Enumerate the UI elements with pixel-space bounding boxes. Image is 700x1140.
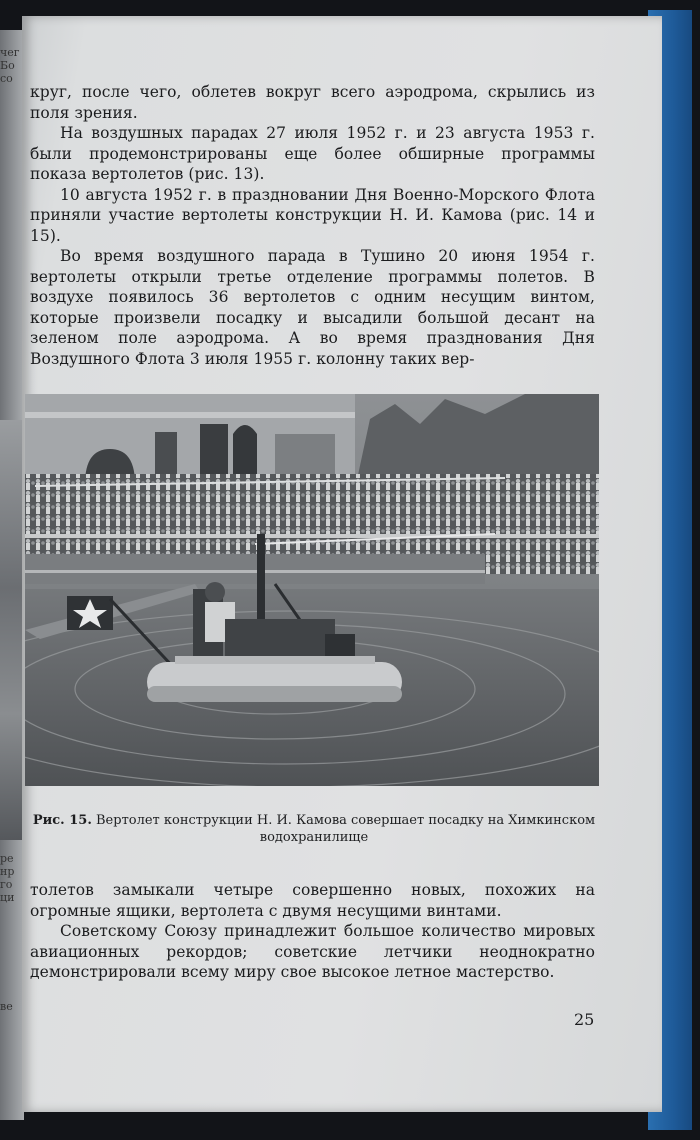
previous-page-text-fragment: ре нр го ци	[0, 852, 15, 904]
figure-number: Рис. 15.	[32, 813, 92, 828]
paragraph: На воздушных парадах 27 июля 1952 г. и 23 августа 1953 г. были продемонстрированы еще более обширные программы показа вертолетов (рис. 13).	[30, 124, 595, 183]
body-text-top	[30, 82, 595, 369]
book-page	[22, 16, 662, 1112]
paragraph: Советскому Союзу принадлежит большое количество мировых авиационных рекордов; советские летчики неоднократно демонстрировали всему миру свое высокое летное мастерство.	[30, 922, 595, 981]
paragraph: Во время воздушного парада в Тушино 20 июня 1954 г. вертолеты открыли третье отделение программы полетов. В воздухе появилось 36 вертолетов с одним несущим винтом, которые произвели посадку и высадили большой десант на зеленом поле аэродрома. А во время празднования Дня Воздушного Флота 3 июля 1955 г. колонну таких вер-	[30, 247, 595, 368]
figure-caption-text: Вертолет конструкции Н. И. Камова совершает посадку на Химкинском водохранилище	[96, 813, 596, 845]
paragraph: круг, после чего, облетев вокруг всего аэродрома, скрылись из поля зрения.	[30, 83, 595, 122]
figure-photo	[25, 394, 599, 786]
previous-page-photo-edge	[0, 420, 22, 840]
body-text-bottom	[30, 880, 595, 983]
page-number: 25	[574, 1010, 595, 1029]
helicopter-photo-illustration	[25, 394, 599, 786]
paragraph: толетов замыкали четыре совершенно новых, похожих на огромные ящики, вертолета с двумя несущими винтами.	[30, 881, 595, 920]
previous-page-text-fragment: ве	[0, 1000, 13, 1013]
paragraph: 10 августа 1952 г. в праздновании Дня Военно-Морского Флота приняли участие вертолеты конструкции Н. И. Камова (рис. 14 и 15).	[30, 185, 595, 245]
figure-caption	[30, 812, 598, 846]
previous-page-text-fragment: чег Бо со	[0, 46, 20, 85]
